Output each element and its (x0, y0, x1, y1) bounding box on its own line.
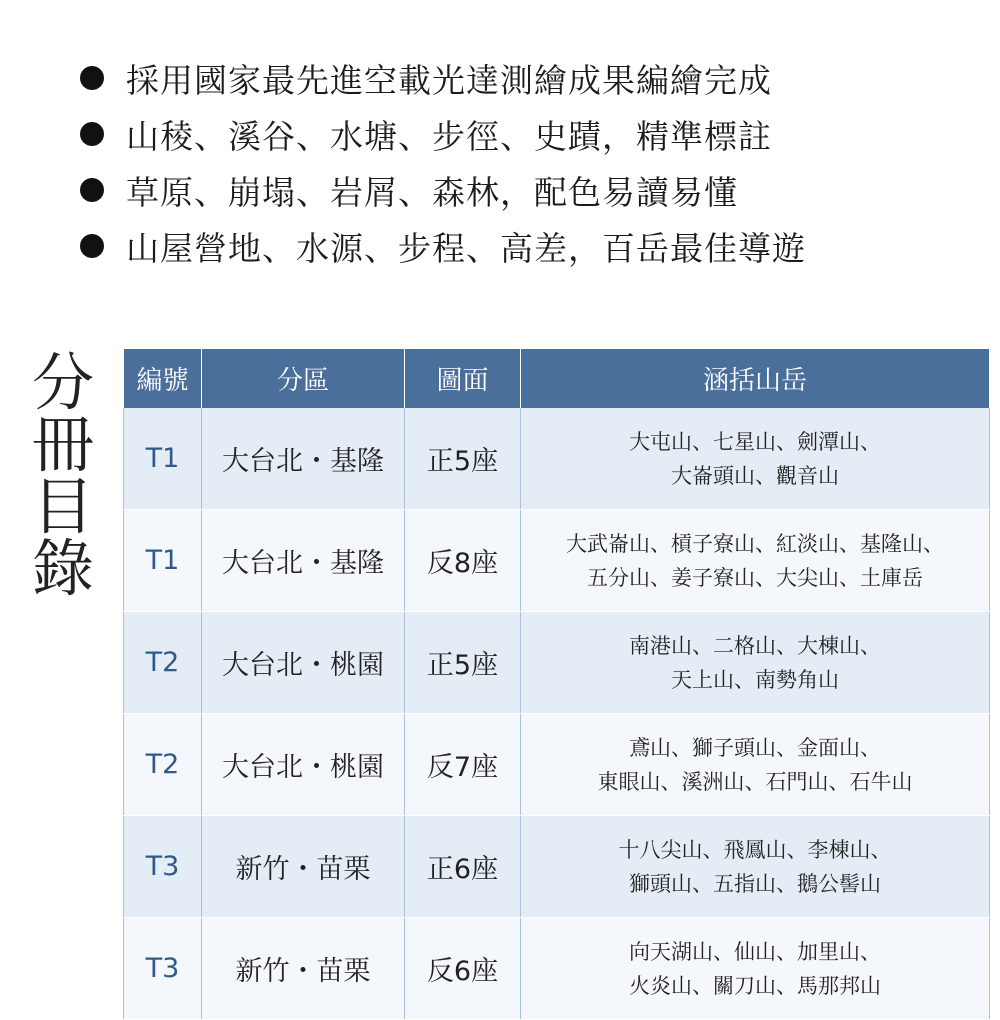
cell-peaks (521, 612, 990, 714)
peaks-line: 鳶山、獅子頭山、金面山、 (629, 735, 881, 760)
bullet-item (80, 218, 980, 274)
cell-peaks (521, 714, 990, 816)
cell-code: T1 (124, 408, 202, 510)
volume-catalog-table (123, 349, 990, 1020)
peaks-line: 南港山、二格山、大棟山、 (629, 633, 881, 658)
bullet-dot-icon (80, 66, 104, 90)
bullet-text: 山屋營地、水源、步程、高差，百岳最佳導遊 (126, 228, 806, 268)
table-row (124, 408, 990, 510)
bullet-text: 山稜、溪谷、水塘、步徑、史蹟，精準標註 (126, 116, 772, 156)
cell-region: 大台北・桃園 (202, 612, 405, 714)
cell-region: 大台北・基隆 (202, 510, 405, 612)
bullet-dot-icon (80, 122, 104, 146)
table-row (124, 918, 990, 1020)
section-title-char: 目 (31, 470, 94, 543)
peaks-line: 大屯山、七星山、劍潭山、 (629, 429, 881, 454)
cell-peaks (521, 408, 990, 510)
cell-face: 反7座 (405, 714, 521, 816)
table-row (124, 510, 990, 612)
table-row (124, 816, 990, 918)
bullet-item (80, 162, 980, 218)
table-header-row (124, 349, 990, 408)
cell-face: 反6座 (405, 918, 521, 1020)
bullet-text: 採用國家最先進空載光達測繪成果編繪完成 (126, 60, 772, 100)
feature-bullet-list (80, 50, 980, 274)
cell-code: T1 (124, 510, 202, 612)
table-row (124, 714, 990, 816)
cell-region: 新竹・苗栗 (202, 816, 405, 918)
header-peaks: 涵括山岳 (521, 349, 990, 408)
cell-face: 正6座 (405, 816, 521, 918)
peaks-line: 向天湖山、仙山、加里山、 (629, 939, 881, 964)
cell-face: 反8座 (405, 510, 521, 612)
bullet-item (80, 50, 980, 106)
cell-code: T2 (124, 714, 202, 816)
bullet-item (80, 106, 980, 162)
cell-code: T3 (124, 918, 202, 1020)
cell-peaks (521, 816, 990, 918)
peaks-line: 大武崙山、槓子寮山、紅淡山、基隆山、 (566, 531, 944, 556)
peaks-line: 十八尖山、飛鳳山、李棟山、 (618, 837, 892, 862)
bullet-dot-icon (80, 234, 104, 258)
peaks-line: 東眼山、溪洲山、石門山、石牛山 (597, 769, 913, 794)
section-title-char: 分 (31, 346, 94, 419)
bullet-dot-icon (80, 178, 104, 202)
cell-region: 大台北・基隆 (202, 408, 405, 510)
table-row (124, 612, 990, 714)
cell-code: T2 (124, 612, 202, 714)
header-region: 分區 (202, 349, 405, 408)
section-title-vertical (28, 346, 98, 605)
section-title-char: 冊 (31, 408, 94, 481)
header-face: 圖面 (405, 349, 521, 408)
header-code: 編號 (124, 349, 202, 408)
cell-code: T3 (124, 816, 202, 918)
peaks-line: 大崙頭山、觀音山 (671, 463, 839, 488)
cell-face: 正5座 (405, 408, 521, 510)
peaks-line: 天上山、南勢角山 (671, 667, 839, 692)
cell-peaks (521, 918, 990, 1020)
cell-region: 新竹・苗栗 (202, 918, 405, 1020)
section-title-char: 錄 (31, 532, 94, 605)
cell-region: 大台北・桃園 (202, 714, 405, 816)
bullet-text: 草原、崩塌、岩屑、森林，配色易讀易懂 (126, 172, 738, 212)
cell-peaks (521, 510, 990, 612)
peaks-line: 火炎山、關刀山、馬那邦山 (629, 973, 881, 998)
cell-face: 正5座 (405, 612, 521, 714)
peaks-line: 五分山、姜子寮山、大尖山、土庫岳 (587, 565, 923, 590)
peaks-line: 獅頭山、五指山、鵝公髻山 (629, 871, 881, 896)
